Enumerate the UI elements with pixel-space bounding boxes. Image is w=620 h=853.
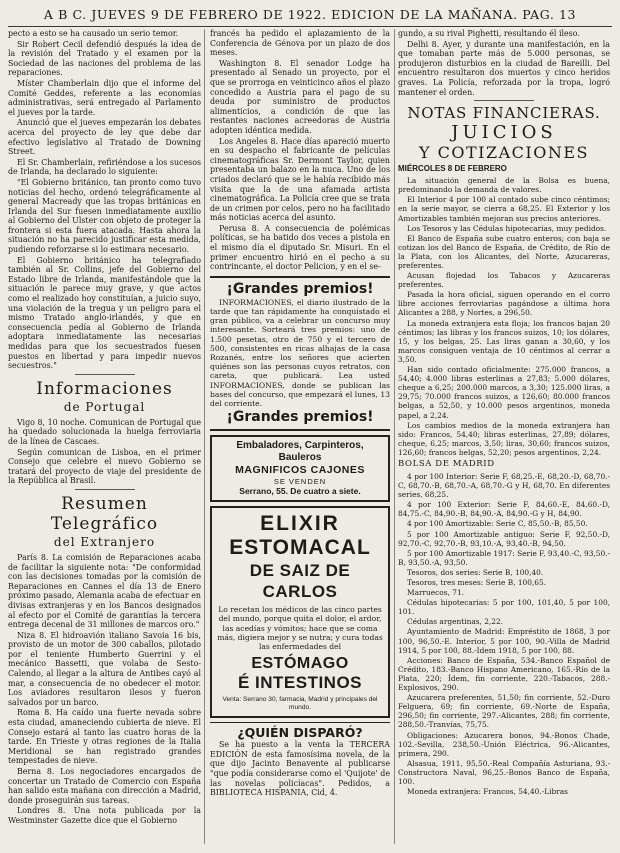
paragraph: Los cambios medios de la moneda extranjera han sido: Francos, 54,40; libras esterlinas, 27,89; dólares, cheque, 6,25; marcos, 3,50; liras, 30,60; francos suizos, 126,60; francos belgas, 52,20; pesos argentinos, 2,24. (398, 420, 610, 457)
quote-line: Azucarera preferentes, 51,50; fin corriente, 52.-Duro Felguera, 69; fin corriente, 69.-Norte de España, 296,50; fin corriente, 297.-Alicantes, 288; fin corriente, 288,50.-Tranvías, 75,75. (398, 693, 610, 730)
paragraph: Perusa 8. A consecuencia de polémicas políticas, se ha batido dos veces a pistola en el mismo día el diputado Sr. Misuri. En el primer encuentro hirió en el pecho a su contrincante, el doctor Pelicion, y en el se- (210, 223, 390, 272)
elixir-ad (210, 506, 390, 718)
ad-footer: Venta: Serrano 30, farmacia, Madrid y principales del mundo. (222, 696, 378, 712)
quote-line: Moneda extranjera: Francos, 54,40.-Libras (407, 787, 568, 797)
quote-line: Ayuntamiento de Madrid: Empréstito de 1868, 3 por 100, 96,50.-E. Interior, 5 por 100, 90.-Villa de Madrid 1914, 5 por 100, 88.-Idem 1918, 5 por 100, 88. (398, 627, 610, 655)
ad-line: SE VENDEN (273, 477, 327, 487)
quote-line: Alsasua, 1911, 95,50.-Real Compañía Asturiana, 93.-Constructora Naval, 96,25.-Bonos Banco de España, 100. (398, 758, 610, 786)
divider (75, 489, 135, 490)
quote-line: 4 por 100 Amortizable: Serie C, 85,50.-B, 85,50. (407, 519, 588, 529)
quote-line: 5 por 100 Amortizable 1917: Serie F, 93,40.-C, 93,50.-B, 93,50.-A, 93,50. (398, 548, 610, 567)
column-left (8, 29, 201, 844)
column-separator (394, 29, 395, 844)
section-subtitle: JUICIOS (451, 122, 557, 144)
quote-line: Acciones: Banco de España, 534.-Banco Español de Crédito, 183.-Banco Hispano Americano, 165.-Río de la Plata, 220; Ídem, fin corriente, 220.-Tabacos, 288.-Explosivos, 290. (398, 655, 610, 693)
paragraph: Míster Chamberlain dijo que el informe del Comité Geddes, referente a las economías administrativas, será entregado al Parlamento el jueves por la tarde. (8, 78, 201, 117)
paragraph: Pasada la hora oficial, siguen operando en el corro libre acciones ferroviarias pagándose a última hora Alicantes a 288, y Nortes, a 296,50. (398, 290, 610, 318)
ad-body: Lo recetan los médicos de las cinco partes del mundo, porque quita el dolor, el ardor, las acedías y vómitos; hace que se coma más, digiera mejor y se nutra; y cura todas las enfermedades del (217, 605, 383, 652)
quote-line: Cédulas hipotecarias: 5 por 100, 101,40, 5 por 100, 101. (398, 598, 610, 617)
quote-line: Marruecos, 71. (407, 588, 465, 598)
header-rule (8, 26, 612, 27)
disparo-title: ¿QUIÉN DISPARÓ? (210, 722, 390, 740)
quote-line: 4 por 100 Interior: Serie F, 68,25.-E, 68,20.-D, 68,70.-C, 68,70.-B, 68,70.-A, 68,70.-G y H, 68,70. En diferentes series, 68,25. (398, 471, 610, 500)
divider (474, 100, 534, 101)
ad-headline: É INTESTINOS (237, 673, 363, 693)
page-header: A B C. JUEVES 9 DE FEBRERO DE 1922. EDICION DE LA MAÑANA. PAG. 13 (43, 7, 577, 22)
paragraph: Los Angeles 8. Hace días apareció muerto en su despacho el fabricante de películas cinematográficas Sr. Dermont Taylor, quien presentaba un balazo en la nuca. Uno de los criados declaró que se le había recibido más visita que la de una afamada artista cinematográfica. La Policía cree que se trata de un crimen por celos, pero no ha facilitado más noticias acerca del asunto. (210, 136, 390, 223)
paragraph: Anunció que el jueves empezarán los debates acerca del proyecto de ley que debe dar efectivo legislativo al Tratado de Downing Street. (8, 118, 201, 157)
paragraph: pecto a esto se ha causado un serio temor. (8, 29, 179, 38)
paragraph: Berna 8. Los negociadores encargados de concertar un Tratado de Comercio con España han salido esta mañana con dirección a Madrid, donde proseguirán sus tareas. (8, 767, 201, 805)
paragraph: Washington 8. El senador Lodge ha presentado al Senado un proyecto, por el que se prorroga en veinticinco años el plazo concedido a Austria para el pago de su deuda por suministro de productos alimenticios, a condición de que las restantes naciones acreedoras de Austria adopten idéntica medida. (210, 58, 390, 135)
paragraph: Los Tesoros y las Cédulas hipotecarias, muy pedidos. (407, 223, 607, 233)
paragraph: El Sr. Chamberlain, refiriéndose a los sucesos de Irlanda, ha declarado lo siguiente: (8, 157, 201, 177)
column-middle (210, 29, 390, 844)
ad-line: Embaladores, Carpinteros, (236, 440, 364, 452)
column-separator (204, 29, 205, 844)
paragraph: Delhi 8. Ayer, y durante una manifestación, en la que tomaban parte más de 5.000 personas, se produjeron disturbios en la ciudad de Bareilli. Del encuentro resultaron dos muertos y cinco heridos graves. La Policía, reforzada por la tropa, logró mantener el orden. (398, 39, 610, 97)
ad-headline: ELIXIR (260, 512, 340, 536)
paragraph: Roma 8. Ha caído una fuerte nevada sobre esta ciudad, amaneciendo cubierta de nieve. El Consejo estará al tanto las cuatro horas de la tarde. En Trieste y otras regiones de la Italia Meridional se han registrado grandes tempestades de nieve. (8, 708, 201, 766)
paragraph: Londres 8. Una nota publicada por la Westminster Gazette dice que el Gobierno (8, 806, 201, 825)
bolsa-heading: BOLSA DE MADRID (398, 458, 495, 469)
paragraph: La moneda extranjera esta floja; los francos bajan 20 céntimos; las libras y los francos suizos, 10; los dólares, 15, y los belgas, 25. Las liras ganan a 30,60, y los marcos consiguen ventaja de 10 céntimos al cerrar a 3,50. (398, 318, 610, 364)
paragraph: La situación general de la Bolsa es buena, predominando la demanda de valores. (398, 176, 610, 195)
ad-headline: ESTOMACAL (229, 536, 371, 560)
paragraph: gundo, a su rival Pighetti, resultando él ileso. (398, 29, 580, 38)
paragraph: Acusan flojedad los Tabacos y Azucareras preferentes. (398, 271, 610, 290)
paragraph: París 8. La comisión de Reparaciones acaba de facilitar la siguiente nota: "De conformidad con las decisiones tomadas por la comisión de Reparaciones en Cannes el día 13 de Enero próximo pasado, Alemania acaba de efectuar en divisas extranjeras y en los Bancos designados al efecto por el Comité de garantías la tercera entrega decenal de 31 millones de marcos oro." (8, 552, 201, 630)
quote-line: Obligaciones: Azucarera bonos, 94.-Bonos Chade, 102.-Sevilla, 238,50.-Unión Eléctrica, 96.-Alicantes, primera, 290. (398, 730, 610, 758)
disparo-text: Se ha puesto a la venta la TERCERA EDICIÓN de esta famosísima novela, de la que dijo Jacinto Benavente al publicarse "que podía considerarse como el 'Quijote' de las novelas policíacas". Pedidos, a BIBLIOTECA HISPANIA, Cid, 4. (210, 740, 390, 798)
section-subtitle: de Portugal (63, 399, 146, 414)
ad-address: Serrano, 55. De cuatro a siete. (239, 486, 361, 497)
premios-title-bottom: ¡Grandes premios! (226, 409, 374, 426)
ad-brand: DE SAIZ DE CARLOS (249, 561, 351, 602)
section-title: Resumen Telegráfico (50, 493, 159, 534)
divider (75, 374, 135, 375)
paragraph: El Gobierno británico ha telegrafiado también al Sr. Collins, jefe del Gobierno del Estado libre de Irlanda, manifestándole que la situación le parece muy grave, y que actos como el realizado hoy constituían, a juicio suyo, una violación de la tregua y un peligro para el mismo Tratado anglo-irlandés, y que en consecuencia pedía al Gobierno de Irlanda adoptara inmediatamente las necesarias medidas para que los secuestrados fuesen puestos en libertad y para impedir nuevos secuestros." (8, 255, 201, 371)
premios-ad (210, 276, 390, 431)
ad-line: Bauleros (278, 452, 322, 464)
paragraph: Han sido contado oficialmente: 275.000 francos, a 54,40; 4.000 libras esterlinas a 27,83; 5.000 dólares, cheque a 6,25; 200.000 marcos, a 3,30; 125.000 liras, a 29,75; 70.000 francos suizos, a 126,60; 80.000 francos belgas, a 52,50, y 10.000 pesos argentinos, moneda papel, a 2,24. (398, 365, 610, 420)
paragraph: Sir Robert Cecil defendió después la idea de la revisión del Tratado y el examen por la Sociedad de las naciones del problema de las reparaciones. (8, 39, 201, 78)
section-subtitle: Y COTIZACIONES (419, 143, 589, 163)
paragraph: Según comunican de Lisboa, en el primer Consejo que celebre el nuevo Gobierno se tratará del proyecto de viaje del presidente de la República al Brasil. (8, 447, 201, 486)
quote-line: Cédulas argentinas, 2,22. (407, 617, 504, 627)
quote-line: 4 por 100 Exterior: Serie F, 84,60.-E, 84,60.-D, 84,75.-C, 84,90.-B, 84,90.-A, 84,90.-G y H, 84,90. (398, 500, 610, 519)
section-title: Informaciones (36, 378, 173, 399)
quote-line: Tesoros, tres meses: Serie B, 100,65. (407, 578, 547, 587)
paragraph: Niza 8. El hidroavión italiano Savoia 16 bis, provisto de un motor de 300 caballos, pilotado por el teniente Humberto Guerrini y el mecánico Bassetti, que volaba de Sesto-Calendo, al llegar a la altura de Antibes cayó al mar, a consecuencia de no obedecer el motor. Los aviadores resultaron ilesos y fueron salvados por un barco. (8, 630, 201, 707)
paragraph: El Banco de España sube cuatro enteros; con baja se cotizan los del Banco de España, de Crédito, de Río de la Plata, con los Alicantes, del Norte, Azucareras, preferentes. (398, 233, 610, 270)
section-title: NOTAS FINANCIERAS. (407, 104, 601, 123)
cajones-ad (210, 435, 390, 502)
paragraph: Vigo 8, 10 noche. Comunican de Portugal que ha quedado solucionada la huelga ferroviaria de la línea de Cascaes. (8, 417, 201, 446)
paragraph: francés ha pedido el aplazamiento de la Conferencia de Génova por un plazo de dos meses. (210, 29, 390, 58)
date-heading: MIÉRCOLES 8 DE FEBRERO (398, 164, 507, 174)
quote-line: Tesoros, dos series: Serie B, 100,40. (407, 567, 544, 577)
ad-headline: ESTÓMAGO (251, 655, 349, 673)
paragraph: "El Gobierno británico, tan pronto como tuvo noticias del hecho, ordenó telegráficamente al general Macready que las tropas británicas en Irlanda del Sur fuesen inmediatamente auxilio al Gobierno del Ulster con objeto de proteger la frontera si esta fuera atacada. Hasta ahora la situación no ha parecido justificar esta medida, pudiendo reforzarse si lo estimara necesario. (8, 177, 201, 255)
ad-headline: MAGNIFICOS CAJONES (235, 464, 365, 477)
section-subtitle: del Extranjero (53, 534, 156, 549)
premios-text: INFORMACIONES, el diario ilustrado de la tarde que tan rápidamente ha conquistado el gran público, va a celebrar un concurso muy interesante. Sorteará tres premios: uno de 1.500 pesetas, otro de 750 y el tercero de 500, consistentes en ricas alhajas de la casa Rozanés, entre los señores que acierten quiénes son las personas cuyos retratos, con careta, que publicará. Lea usted INFORMACIONES, donde se publican las bases del concurso, que empezará el lunes, 13 del corriente. (210, 297, 390, 409)
column-right (398, 29, 610, 844)
paragraph: El Interior 4 por 100 al contado sube cinco céntimos; en la serie mayor, se cierra a 68,25. El Exterior y los Amortizables también mejoran sus precios anteriores. (398, 195, 610, 223)
quote-line: 5 por 100 Amortizable antiguo: Serie F, 92,50.-D, 92,70.-C, 92,70.-B, 93,10.-A, 93,40.-B, 94,50. (398, 529, 610, 548)
premios-title: ¡Grandes premios! (226, 280, 374, 297)
